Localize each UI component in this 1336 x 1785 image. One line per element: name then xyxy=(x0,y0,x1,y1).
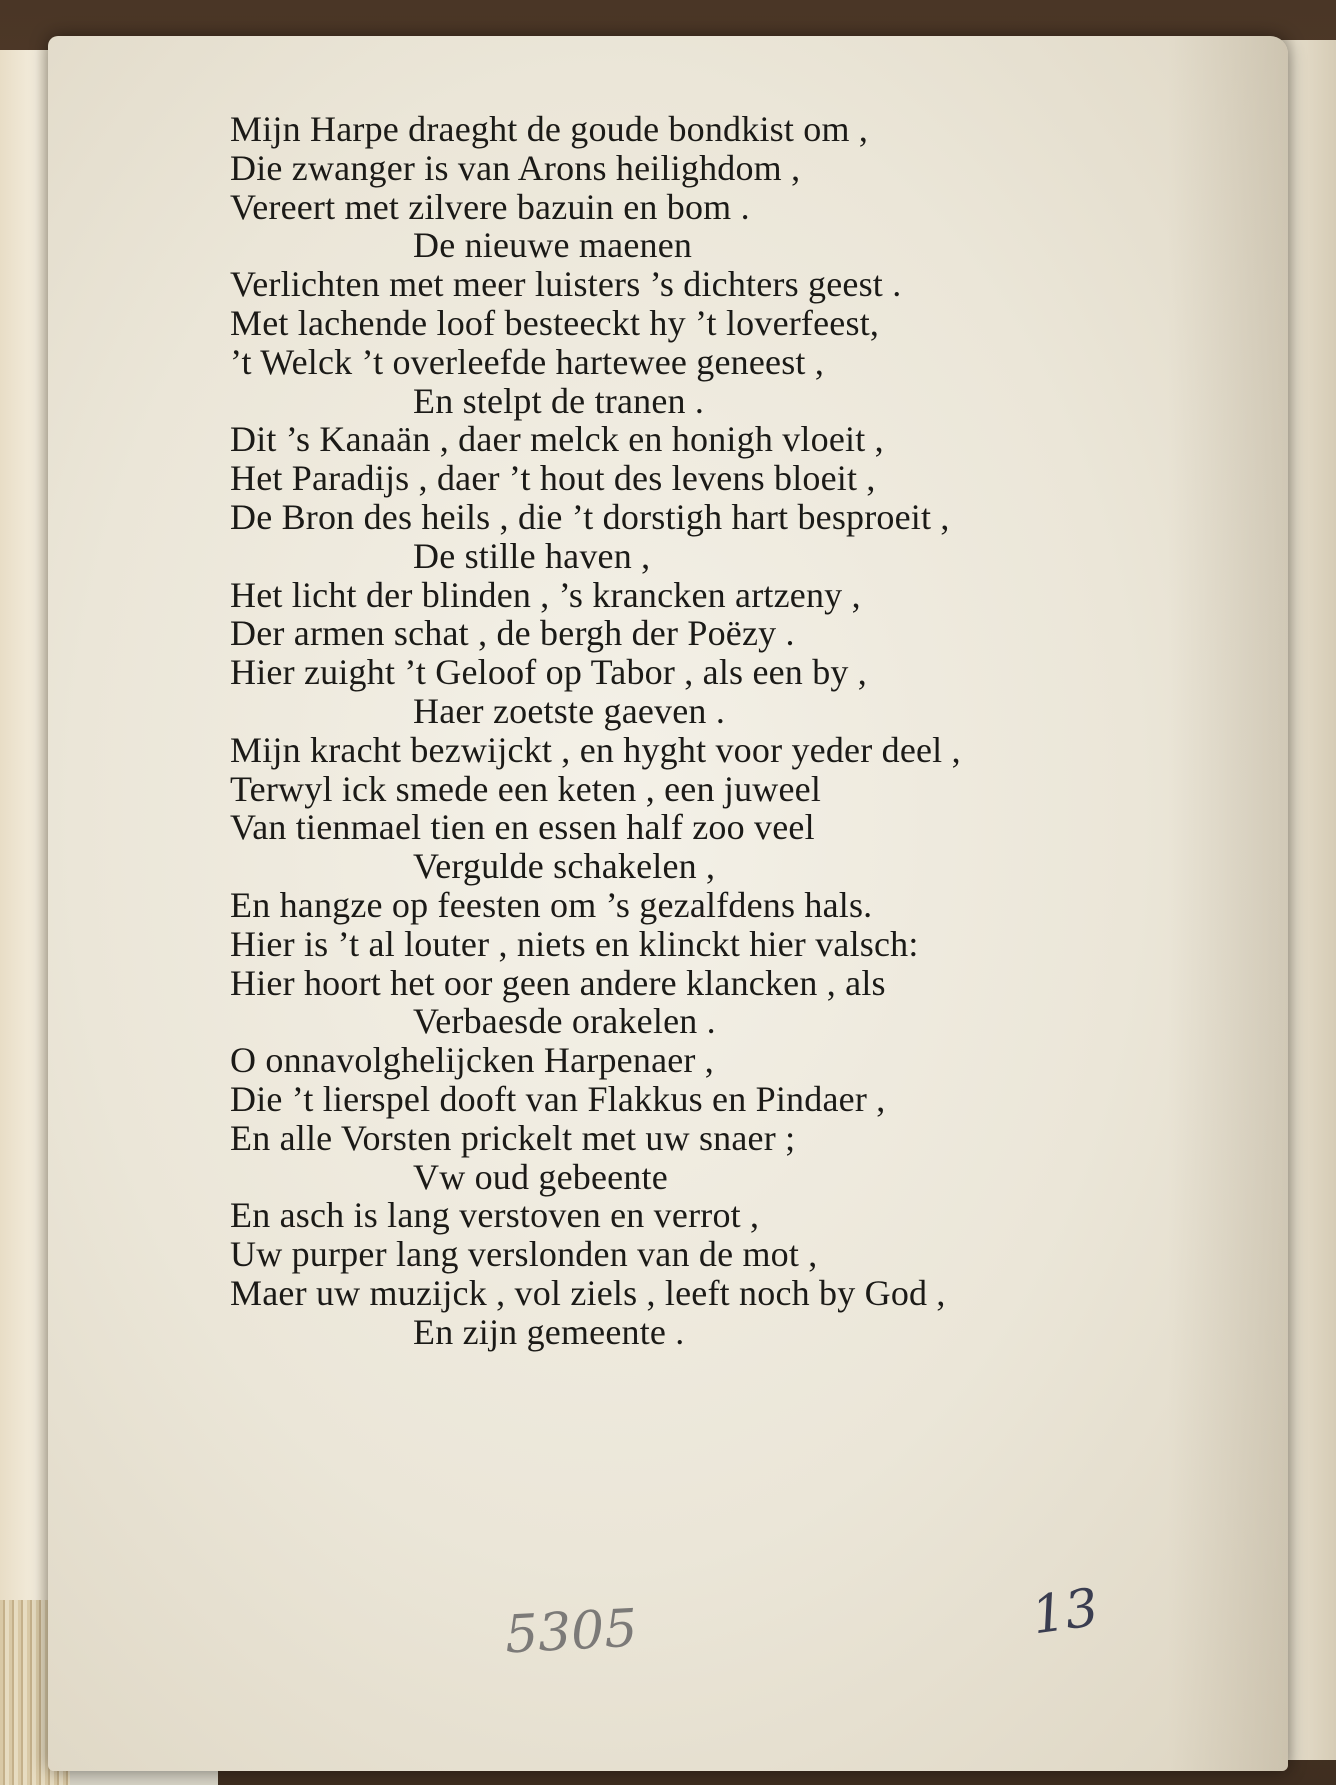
poem-line: Met lachende loof besteeckt hy ’t loverfeest, xyxy=(230,302,880,343)
pencil-page-number: 13 xyxy=(1028,1577,1103,1647)
poem-line: Hier zuight ’t Geloof op Tabor , als een by , xyxy=(230,652,867,693)
poem-line: Hier is ’t al louter , niets en klinckt hier valsch: xyxy=(230,923,919,964)
poem-line: Der armen schat , de bergh der Poëzy . xyxy=(230,613,795,654)
poem-line: Het licht der blinden , ’s krancken artzeny , xyxy=(230,574,861,615)
poem-line: En asch is lang verstoven en verrot , xyxy=(230,1195,760,1236)
poem-line: Hier hoort het oor geen andere klancken , als xyxy=(230,962,886,1003)
poem-line: Verbaesde orakelen . xyxy=(413,1001,716,1042)
poem-line: Die ’t lierspel dooft van Flakkus en Pindaer , xyxy=(230,1078,886,1119)
poem-line: De stille haven , xyxy=(413,535,651,576)
poem-line: Vergulde schakelen , xyxy=(413,846,716,887)
poem-line: Die zwanger is van Arons heilighdom , xyxy=(230,147,801,188)
poem-line: Mijn Harpe draeght de goude bondkist om , xyxy=(230,109,869,149)
poem-line: Vereert met zilvere bazuin en bom . xyxy=(230,186,750,227)
poem-line: Verlichten met meer luisters ’s dichters geest . xyxy=(230,264,902,305)
poem-text xyxy=(230,110,1260,1352)
poem-line: ’t Welck ’t overleefde hartewee geneest , xyxy=(230,341,825,382)
poem-line: Uw purper lang verslonden van de mot , xyxy=(230,1234,818,1275)
poem-line: En alle Vorsten prickelt met uw snaer ; xyxy=(230,1117,796,1158)
poem-line: Terwyl ick smede een keten , een juweel xyxy=(230,768,822,809)
poem-line: Vw oud gebeente xyxy=(413,1156,668,1197)
poem-line: En zijn gemeente . xyxy=(413,1311,685,1352)
poem-line: De Bron des heils , die ’t dorstigh hart besproeit , xyxy=(230,496,950,537)
poem-line: Mijn kracht bezwijckt , en hyght voor yeder deel , xyxy=(230,729,961,770)
poem-line: Het Paradijs , daer ’t hout des levens bloeit , xyxy=(230,458,876,499)
pencil-inventory-number: 5305 xyxy=(503,1598,639,1666)
poem-line: De nieuwe maenen xyxy=(413,225,693,266)
poem-line: En stelpt de tranen . xyxy=(413,380,705,421)
poem-line: O onnavolghelijcken Harpenaer , xyxy=(230,1040,715,1081)
poem-line: Haer zoetste gaeven . xyxy=(413,690,726,731)
poem-line: Maer uw muzijck , vol ziels , leeft noch by God , xyxy=(230,1272,946,1313)
poem-line: Dit ’s Kanaän , daer melck en honigh vloeit , xyxy=(230,419,884,460)
poem-line: Van tienmael tien en essen half zoo veel xyxy=(230,807,815,848)
poem-line: En hangze op feesten om ’s gezalfdens hals. xyxy=(230,884,873,925)
